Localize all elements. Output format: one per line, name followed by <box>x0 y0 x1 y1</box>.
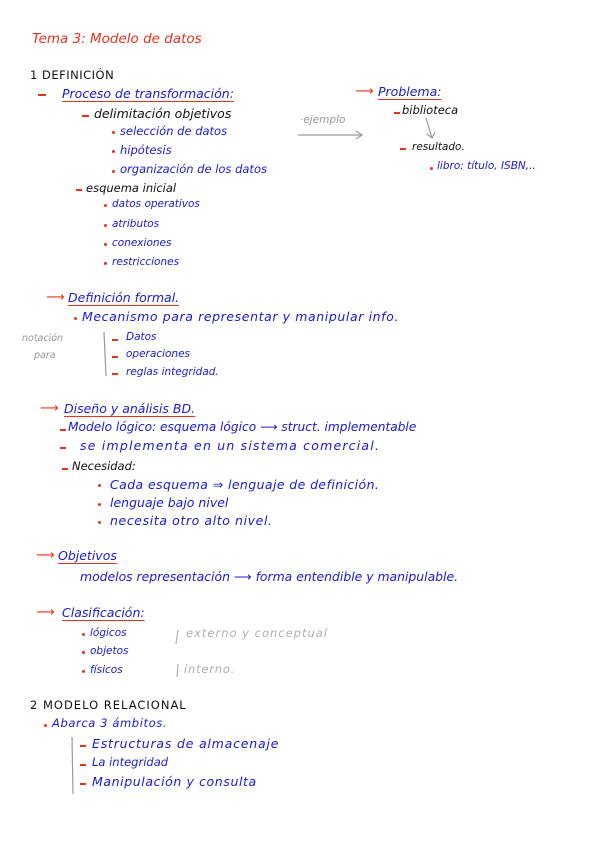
delimitacion-text: delimitación objetivos <box>94 106 232 121</box>
notacion-label: notación <box>22 333 64 344</box>
datos-operativos-text: datos operativos <box>112 198 200 210</box>
section-1-heading: 1 DEFINICIÓN <box>30 68 115 82</box>
arrow-marker: ⟶ <box>36 548 55 563</box>
interno-note: interno. <box>184 662 236 676</box>
ejemplo-bullet: · <box>300 114 304 126</box>
dash-marker <box>394 112 400 114</box>
clasificacion-heading: Clasificación: <box>62 605 145 620</box>
dash-marker <box>80 764 86 766</box>
arrow-marker: ⟶ <box>355 84 374 99</box>
cada-esquema-text: Cada esquema ⇒ lenguaje de definición. <box>110 477 380 492</box>
dash-marker <box>112 373 118 375</box>
notacion-brace <box>104 332 106 376</box>
def-formal-heading: Definición formal. <box>68 290 180 305</box>
section-2-heading: 2 MODELO RELACIONAL <box>30 698 187 712</box>
bullet-dot <box>430 167 433 170</box>
seleccion-text: selección de datos <box>120 124 228 138</box>
externo-note: externo y conceptual <box>186 626 329 640</box>
restricciones-text: restricciones <box>112 256 180 268</box>
estructuras-item: Estructuras de almacenaje <box>92 736 280 751</box>
problema-heading: Problema: <box>378 84 442 99</box>
atributos-text: atributos <box>112 218 160 230</box>
necesidad-text: Necesidad: <box>72 459 136 473</box>
clasif-brace-2 <box>177 664 178 677</box>
abarca-text: Abarca 3 ámbitos. <box>52 716 168 730</box>
modelos-rep-text: modelos representación ⟶ forma entendible y manipulable. <box>80 569 459 584</box>
para-label: para <box>34 350 56 361</box>
bullet-dot <box>82 670 85 673</box>
arrow-marker: ⟶ <box>40 401 59 416</box>
dash-marker <box>112 339 118 341</box>
dash-marker <box>400 148 406 150</box>
bullet-dot <box>98 484 101 487</box>
resultado-text: resultado. <box>412 141 465 153</box>
proceso-heading: Proceso de transformación: <box>62 86 234 101</box>
biblioteca-text: biblioteca <box>402 103 459 117</box>
title-text: Tema 3: Modelo de datos <box>32 31 202 47</box>
dash-marker <box>62 468 68 470</box>
diseno-heading: Diseño y análisis BD. <box>64 401 196 416</box>
bullet-dot <box>98 521 101 524</box>
objetos-item: objetos <box>90 645 129 657</box>
dash-marker <box>60 447 66 449</box>
conexiones-text: conexiones <box>112 237 172 249</box>
bullet-dot <box>82 651 85 654</box>
dash-marker <box>80 783 86 785</box>
arrow-marker: ⟶ <box>46 290 65 305</box>
manipulacion-item: Manipulación y consulta <box>92 774 257 789</box>
necesita-otro-text: necesita otro alto nivel. <box>110 513 273 528</box>
integridad-item: La integridad <box>92 755 169 769</box>
dash-marker <box>80 745 86 747</box>
clasif-brace-1 <box>176 630 178 644</box>
arrow-marker: ⟶ <box>36 605 55 620</box>
operaciones-item: operaciones <box>126 348 190 360</box>
fisicos-item: físicos <box>90 664 123 676</box>
libro-text: libro: título, ISBN,.. <box>437 160 536 172</box>
bullet-dot <box>82 633 85 636</box>
objetivos-heading: Objetivos <box>58 548 117 563</box>
se-implementa-text: se implementa en un sistema comercial. <box>80 438 381 453</box>
esquema-text: esquema inicial <box>86 181 177 195</box>
ejemplo-text: ejemplo <box>303 114 346 126</box>
dash-marker <box>112 356 118 358</box>
reglas-item: reglas integridad. <box>126 366 219 378</box>
bullet-dot <box>74 317 77 320</box>
bullet-dot <box>98 503 101 506</box>
modelo-logico-text: Modelo lógico: esquema lógico ⟶ struct. implementable <box>68 420 417 434</box>
mecanismo-text: Mecanismo para representar y manipular info. <box>82 309 399 324</box>
hipotesis-text: hipótesis <box>120 143 172 157</box>
datos-item: Datos <box>126 331 157 343</box>
logicos-item: lógicos <box>90 627 127 639</box>
ambitos-brace <box>72 737 73 794</box>
organizacion-text: organización de los datos <box>120 162 267 176</box>
dash-marker <box>60 429 66 431</box>
lenguaje-bajo-text: lenguaje bajo nivel <box>110 495 229 510</box>
bullet-dot <box>44 724 47 727</box>
